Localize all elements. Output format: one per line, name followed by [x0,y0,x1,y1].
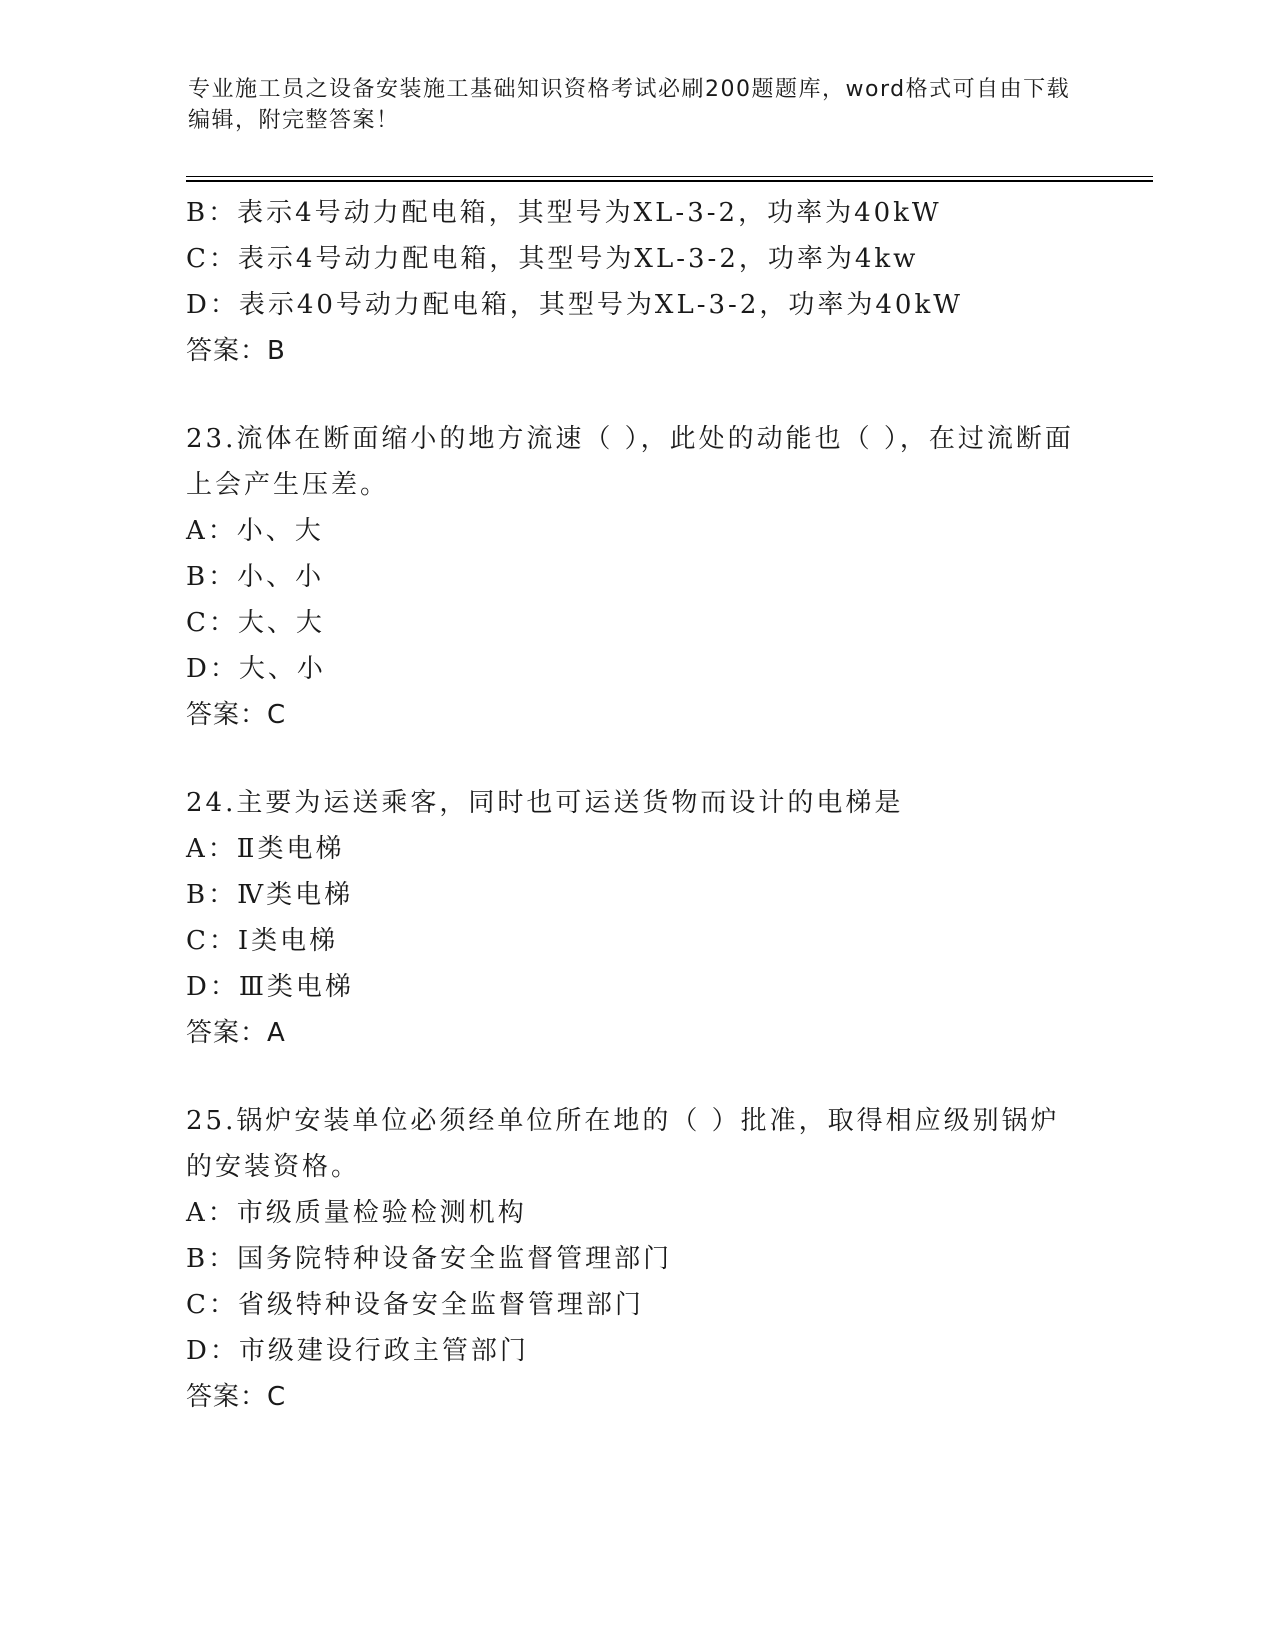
question-22-continued [186,190,1086,374]
question-24 [186,780,1086,1056]
option-c: C：Ⅰ类电梯 [186,926,339,956]
option-c: C：表示4号动力配电箱，其型号为XL-3-2，功率为4kw [186,244,919,274]
spacer [186,374,1086,416]
option-d: D：市级建设行政主管部门 [186,1336,529,1366]
question-text: 23.流体在断面缩小的地方流速（ ），此处的动能也（ ），在过流断面上会产生压差。 [186,424,1074,500]
option-d: D：Ⅲ类电梯 [186,972,354,1002]
question-text: 24.主要为运送乘客，同时也可运送货物而设计的电梯是 [186,788,904,818]
option-c: C：大、大 [186,608,325,638]
option-a: A：市级质量检验检测机构 [186,1198,527,1228]
option-b: B：Ⅳ类电梯 [186,880,354,910]
answer: 答案：C [186,700,287,730]
option-b: B：小、小 [186,562,325,592]
answer: 答案：C [186,1382,287,1412]
header-divider-thick [186,180,1153,182]
option-c: C：省级特种设备安全监督管理部门 [186,1290,644,1320]
document-header: 专业施工员之设备安装施工基础知识资格考试必刷200题题库，word格式可自由下载编辑，附完整答案！ [188,77,1071,133]
answer: 答案：A [186,1018,286,1048]
option-b: B：表示4号动力配电箱，其型号为XL-3-2，功率为40kW [186,198,942,228]
option-a: A：小、大 [186,516,324,546]
option-a: A：Ⅱ类电梯 [186,834,345,864]
spacer [186,1056,1086,1098]
answer: 答案：B [186,336,286,366]
option-d: D：大、小 [186,654,326,684]
spacer [186,738,1086,780]
question-text: 25.锅炉安装单位必须经单位所在地的（ ）批准，取得相应级别锅炉的安装资格。 [186,1106,1060,1182]
header-divider-thin [186,176,1153,177]
question-23 [186,416,1086,738]
question-25 [186,1098,1086,1420]
option-b: B：国务院特种设备安全监督管理部门 [186,1244,673,1274]
option-d: D：表示40号动力配电箱，其型号为XL-3-2，功率为40kW [186,290,963,320]
question-list [186,190,1086,1420]
